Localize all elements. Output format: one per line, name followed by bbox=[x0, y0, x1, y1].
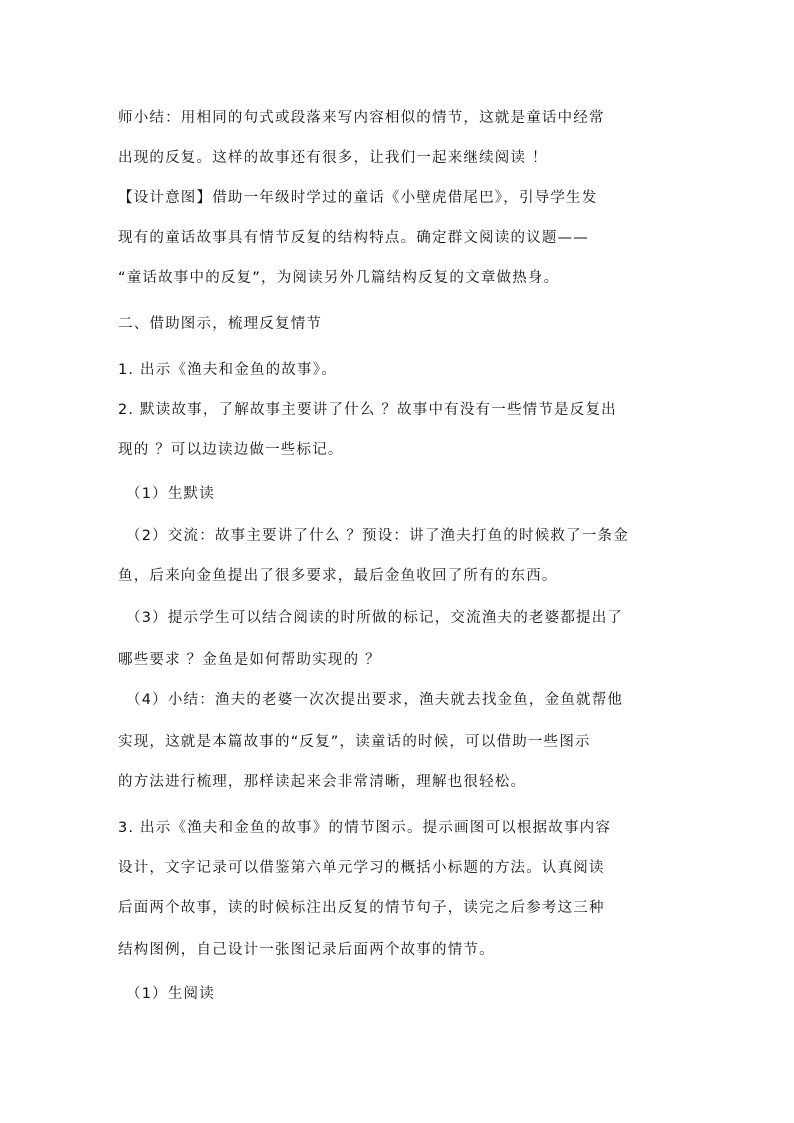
text-line: （3）提示学生可以结合阅读的时所做的标记，交流渔夫的老婆都提出了 bbox=[126, 610, 624, 626]
text-line: 鱼，后来向金鱼提出了很多要求，最后金鱼收回了所有的东西。 bbox=[118, 568, 558, 584]
text-line: “童话故事中的反复”，为阅读另外几篇结构反复的文章做热身。 bbox=[118, 270, 560, 286]
text-line: 的方法进行梳理，那样读起来会非常清晰，理解也很轻松。 bbox=[118, 774, 527, 790]
text-line: 结构图例，自己设计一张图记录后面两个故事的情节。 bbox=[118, 942, 495, 958]
text-line: 出现的反复。这样的故事还有很多，让我们一起来继续阅读 ！ bbox=[118, 150, 548, 166]
text-line: 设计，文字记录可以借鉴第六单元学习的概括小标题的方法。认真阅读 bbox=[118, 860, 605, 876]
text-line: （1）生默读 bbox=[126, 486, 215, 502]
text-line: 现有的童话故事具有情节反复的结构特点。确定群文阅读的议题—— bbox=[118, 230, 589, 246]
text-line: 2. 默读故事，了解故事主要讲了什么 ？故事中有没有一些情节是反复出 bbox=[118, 402, 617, 418]
text-line: 实现，这就是本篇故事的“反复”，读童话的时候，可以借助一些图示 bbox=[118, 734, 591, 750]
text-line: 3. 出示《渔夫和金鱼的故事》的情节图示。提示画图可以根据故事内容 bbox=[118, 820, 612, 836]
text-line: （4）小结：渔夫的老婆一次次提出要求，渔夫就去找金鱼，金鱼就帮他 bbox=[126, 692, 624, 708]
text-line: （2）交流：故事主要讲了什么 ？预设：讲了渔夫打鱼的时候救了一条金 bbox=[126, 528, 629, 544]
section-heading: 二、借助图示，梳理反复情节 bbox=[118, 316, 323, 332]
text-line: 师小结：用相同的句式或段落来写内容相似的情节，这就是童话中经常 bbox=[118, 110, 605, 126]
text-line: 1. 出示《渔夫和金鱼的故事》。 bbox=[118, 362, 337, 378]
text-line: 现的 ？可以边读边做一些标记。 bbox=[118, 442, 344, 458]
text-line: 【设计意图】借助一年级时学过的童话《小壁虎借尾巴》，引导学生发 bbox=[118, 190, 598, 206]
text-line: （1）生阅读 bbox=[126, 986, 215, 1002]
text-line: 后面两个故事，读的时候标注出反复的情节句子，读完之后参考这三种 bbox=[118, 900, 605, 916]
text-line: 哪些要求 ？金鱼是如何帮助实现的 ？ bbox=[118, 652, 381, 668]
